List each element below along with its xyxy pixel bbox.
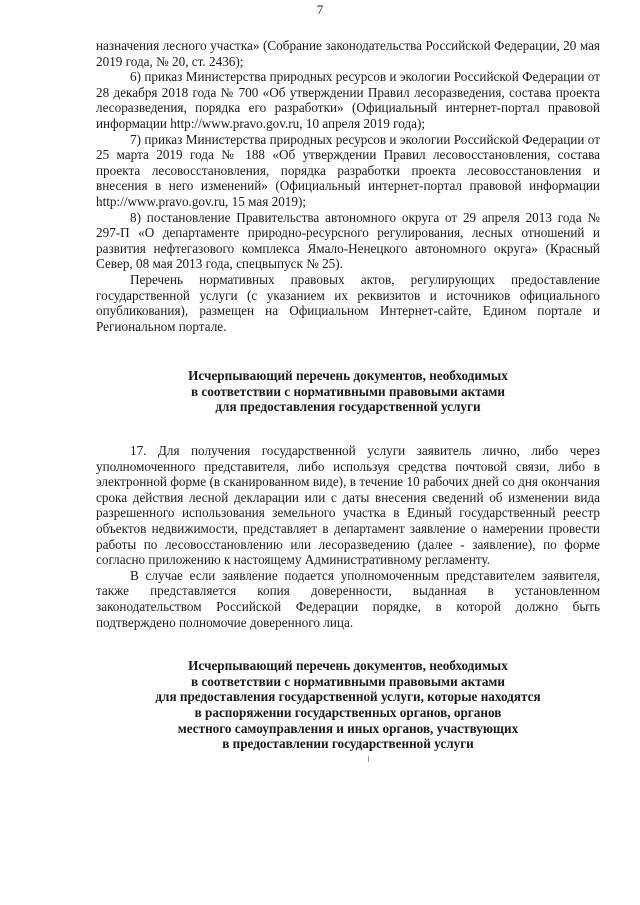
page-number: 7 (316, 2, 324, 17)
section-heading-interagency-documents (96, 658, 600, 752)
heading-line: в распоряжении государственных органов, органов (194, 704, 502, 720)
heading-line: для предоставления государственной услуги (215, 399, 481, 415)
paragraph-continuation: назначения лесного участка» (Собрание законодательства Российской Федерации, 20 мая 2019 года, № 20, ст. 2436); (96, 38, 600, 69)
scan-artifact-mark (368, 756, 369, 762)
paragraph-item-6: 6) приказ Министерства природных ресурсов и экологии Российской Федерации от 28 декабря 2018 года № 700 «Об утверждении Правил лесоразведения, состава проекта лесоразведения, порядка его разработки» (Официальный интернет-портал правовой информации http://www.pravo.gov.ru, 10 апреля 2019 года); (96, 69, 600, 131)
heading-line: Исчерпывающий перечень документов, необходимых (188, 368, 508, 384)
section-heading-documents (96, 368, 600, 415)
heading-line: Исчерпывающий перечень документов, необходимых (188, 658, 508, 674)
document-body (96, 38, 600, 752)
paragraph-item-17: 17. Для получения государственной услуги заявитель лично, либо через уполномоченного представителя, либо используя средства почтовой связи, либо в электронной форме (в сканированном виде), в течение 10 рабочих дней со дня окончания срока действия лесной декларации или с даты внесения сведений об изменении вида разрешенного использования земельного участка в Единый государственный реестр объектов недвижимости, представляет в департамент заявление о намерении провести работы по лесовосстановлению или лесоразведению (далее - заявление), по форме согласно приложению к настоящему Административному регламенту. (96, 443, 600, 568)
heading-line: в предоставлении государственной услуги (222, 736, 474, 752)
paragraph-regulations-list: Перечень нормативных правовых актов, регулирующих предоставление государственной услуги (с указанием их реквизитов и источников официального опубликования), размещен на Официальном Интернет-сайте, Едином портале и Региональном портале. (96, 271, 600, 334)
paragraph-item-8: 8) постановление Правительства автономного округа от 29 апреля 2013 года № 297-П «О департаменте природно-ресурсного регулирования, лесных отношений и развития нефтегазового комплекса Ямало-Ненецкого автономного округа» (Красный Север, 08 мая 2013 года, спецвыпуск № 25). (96, 209, 600, 272)
heading-line: в соответствии с нормативными правовыми актами (190, 673, 506, 689)
heading-line: для предоставления государственной услуги, которые находятся (155, 689, 541, 705)
paragraph-item-7: 7) приказ Министерства природных ресурсов и экологии Российской Федерации от 25 марта 2019 года № 188 «Об утверждении Правил лесовосстановления, состава проекта лесовосстановления, порядка разработки проекта лесовосстановления и внесения в него изменений» (Официальный интернет-портал правовой информации http://www.pravo.gov.ru, 15 мая 2019); (96, 131, 600, 209)
heading-line: в соответствии с нормативными правовыми актами (190, 383, 506, 399)
heading-line: местного самоуправления и иных органов, участвующих (177, 720, 519, 736)
paragraph-representative: В случае если заявление подается уполномоченным представителем заявителя, также представляется копия доверенности, выданная в установленном законодательством Российской Федерации порядке, в которой должно быть подтверждено полномочие доверенного лица. (96, 567, 600, 630)
